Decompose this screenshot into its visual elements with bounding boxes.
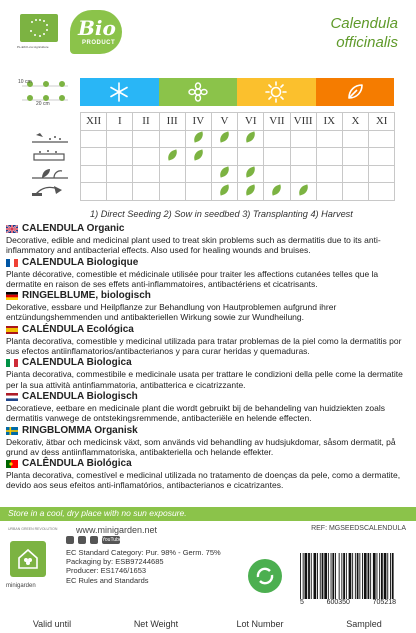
leaf-icon [244, 132, 257, 143]
spacing-between-label: 20 cm [36, 101, 50, 107]
barcode-bar [377, 553, 378, 599]
calendar-cell [342, 130, 368, 148]
youtube-icon[interactable]: YouTube [102, 537, 122, 543]
barcode-bar [390, 553, 391, 599]
flag-it-icon [6, 359, 18, 367]
calendar-cell [238, 148, 264, 166]
instagram-icon[interactable] [90, 536, 98, 544]
snowflake-icon [109, 82, 129, 102]
language-descriptions [6, 223, 410, 492]
net-weight-label: Net Weight [133, 619, 179, 629]
barcode-bar [328, 553, 329, 599]
lang-title-it [6, 357, 410, 369]
lang-body-es: Planta decorativa, comestible y medicinal utilizada para tratar problemas de la piel como la dermatitis por sus efectos antiinflamatorios/antibacterianos y para curar heridas y quemaduras. [6, 335, 402, 357]
calendar-cell [185, 183, 211, 201]
barcode-bar [320, 553, 321, 599]
barcode-bar [343, 553, 345, 599]
product-reference: REF: MGSEEDSCALENDULA [311, 525, 406, 532]
season-summer [237, 78, 316, 106]
month-cell: VIII [290, 113, 316, 131]
barcode-digit-group: 5 [300, 599, 304, 606]
social-icons [66, 536, 120, 544]
sun-icon [265, 81, 287, 103]
facebook-icon[interactable] [66, 536, 74, 544]
month-cell: VI [238, 113, 264, 131]
barcode-bar [392, 553, 394, 599]
calendar-cell [159, 130, 185, 148]
calendar-cell [81, 183, 107, 201]
autumn-leaf-icon [345, 82, 365, 102]
barcode-bar [305, 553, 308, 599]
lang-title-se [6, 425, 410, 437]
calendar-cell [107, 148, 133, 166]
month-cell: I [107, 113, 133, 131]
minigarden-logo [8, 541, 48, 589]
calendar-cell [316, 165, 342, 183]
footer [0, 521, 416, 633]
bio-product-badge [70, 10, 122, 54]
task-icons [22, 129, 78, 199]
lang-body-nl: Decoratieve, eetbare en medicinale plant die wordt gebruikt bij de behandeling van huidziekten zoals dermatitis vanwege de ontstekingsremmende, antibacteriële en helende effecten. [6, 402, 385, 424]
flag-de-icon [6, 292, 18, 300]
barcode-bar [317, 553, 318, 599]
valid-until-label: Valid until [32, 619, 72, 629]
calendar-cell [81, 148, 107, 166]
month-cell: IX [316, 113, 342, 131]
lang-body-it: Pianta decorativa, commestibile e medicinale usata per trattare le condizioni della pelle come la dermatite per la sua attività antinfiammatoria, antibatterica e cicatrizzante. [6, 369, 403, 390]
barcode-bar [303, 553, 304, 599]
lang-title-text: CALENDULA Biologica [22, 357, 132, 369]
barcode-bar [322, 553, 324, 599]
barcode-bar [324, 553, 327, 599]
lang-title-text: CALENDULA Organic [22, 223, 125, 234]
calendar-cell [369, 165, 395, 183]
barcode-bar [381, 553, 383, 599]
calendar-cell [238, 183, 264, 201]
website-url[interactable]: www.minigarden.net [76, 525, 158, 535]
barcode-bar [352, 553, 353, 599]
eu-code: PL-EKO-xxx Agriculture [17, 45, 49, 49]
calendar-cell [81, 165, 107, 183]
spacing-diagram [18, 78, 74, 106]
month-cell: III [159, 113, 185, 131]
bio-label: Bio [78, 16, 116, 40]
calendar-cell [342, 148, 368, 166]
barcode-bar [335, 553, 336, 599]
calendar-cell [264, 148, 290, 166]
flag-pt-icon [6, 460, 18, 468]
barcode-bar [379, 553, 380, 599]
month-cell: X [342, 113, 368, 131]
seedbed-icon [22, 147, 78, 165]
barcode-bar [362, 553, 363, 599]
latin-name [330, 14, 398, 52]
calendar-cell [133, 130, 159, 148]
barcode-bar [357, 553, 359, 599]
flag-se-icon [6, 427, 18, 435]
calendar-cell [107, 165, 133, 183]
calendar-row-direct-seeding [81, 130, 395, 148]
storage-note: Store in a cool, dry place with no sun exposure. [8, 508, 187, 518]
bio-product-label: PRODUCT [82, 40, 116, 46]
calendar-cell [133, 165, 159, 183]
lang-title-text: RINGELBLUME, biologisch [22, 290, 151, 302]
product-info [66, 548, 221, 585]
calendar-cell [316, 148, 342, 166]
calendar-cell [342, 183, 368, 201]
leaf-icon [270, 184, 283, 195]
calendar-cell [211, 148, 237, 166]
lang-title-de [6, 290, 410, 302]
recycle-icon [248, 559, 282, 593]
calendar-cell [264, 165, 290, 183]
lang-body-fr: Plante décorative, comestible et médicinale utilisée pour traiter les affections cutanées telles que la dermatite en raison de ses effets anti-inflammatoires, antibactériens et cicatrisants. [6, 268, 379, 289]
barcode-bar [384, 553, 387, 599]
lot-number-label: Lot Number [236, 619, 284, 629]
season-autumn [316, 78, 395, 106]
calendar-row-sow-in-seedbed [81, 148, 395, 166]
transplanting-icon [22, 164, 78, 182]
leaf-icon [218, 184, 231, 195]
calendar-cell [316, 183, 342, 201]
flag-uk-icon [6, 225, 18, 233]
barcode-bar [370, 553, 371, 599]
barcode-bar [355, 553, 356, 599]
calendar-cell [238, 130, 264, 148]
barcode-bar [331, 553, 332, 599]
calendar-cell [211, 130, 237, 148]
latin-species: officinalis [336, 34, 398, 51]
month-cell: XII [81, 113, 107, 131]
calendar-cell [185, 130, 211, 148]
lang-title-text: CALÊNDULA Biológica [22, 458, 132, 470]
season-winter [80, 78, 159, 106]
flag-fr-icon [6, 259, 18, 267]
calendar-cell [107, 130, 133, 148]
lang-title-text: CALENDULA Biologisch [22, 390, 138, 402]
info-line: Packaging by: ESB97244685 [66, 557, 164, 567]
barcode-digits [300, 599, 396, 606]
barcode-bar [346, 553, 347, 599]
lang-body-uk: Decorative, edible and medicinal plant used to treat skin problems such as dermatitis due to its anti-inflammatory and antibacterial effects. Also used for healing wounds and bruises. [6, 235, 381, 256]
leaf-icon [192, 132, 205, 143]
lang-body-se: Dekorativ, ätbar och medicinsk växt, som används vid behandling av hudsjukdomar, såsom dermatit, på grund av dess antiinflammatoriska, antibakteriella och helande effekter. [6, 436, 396, 457]
barcode-digit-group: 600350 [326, 599, 350, 606]
sowing-calendar [80, 112, 395, 201]
lang-body-pt: Planta decorativa, comestível e medicinal utilizada no tratamento de doenças da pele, como a dermatite, devido aos seus efeitos anti-inflamatórios, antibacterianos e cicatrizantes. [6, 470, 401, 491]
calendar-cell [107, 183, 133, 201]
leaf-icon [218, 132, 231, 143]
month-cell: VII [264, 113, 290, 131]
calendar-cell [290, 183, 316, 201]
calendar-cell [264, 183, 290, 201]
lang-title-pt [6, 458, 410, 470]
calendar-row-transplanting [81, 165, 395, 183]
barcode-digit-group: 705218 [372, 599, 396, 606]
twitter-icon[interactable] [78, 536, 86, 544]
month-row [81, 113, 395, 131]
sampled-label: Sampled [346, 619, 382, 629]
leaf-icon [297, 184, 310, 195]
barcode-bar [311, 553, 312, 599]
bottom-labels [0, 619, 416, 629]
calendar-cell [369, 130, 395, 148]
month-cell: V [211, 113, 237, 131]
calendar-cell [133, 148, 159, 166]
calendar-cell [369, 183, 395, 201]
calendar-cell [290, 148, 316, 166]
calendar-cell [369, 148, 395, 166]
calendar-cell [211, 165, 237, 183]
barcode-bar [332, 553, 334, 599]
barcode-bar [373, 553, 376, 599]
direct-seeding-icon [22, 129, 78, 147]
barcode-bar [339, 553, 340, 599]
barcode [300, 553, 396, 611]
leaf-icon [244, 184, 257, 195]
calendar-cell [159, 183, 185, 201]
leaf-icon [192, 149, 205, 160]
calendar-cell [290, 130, 316, 148]
brand-tagline: URBAN GREEN REVOLUTION [8, 527, 58, 531]
brand-name: minigarden [6, 583, 36, 589]
calendar-cell [185, 148, 211, 166]
lang-title-fr [6, 257, 410, 269]
season-spring [159, 78, 238, 106]
calendar-cell [185, 165, 211, 183]
calendar-cell [133, 183, 159, 201]
leaf-icon [166, 149, 179, 160]
info-line: EC Rules and Standards [66, 575, 149, 585]
house-plant-icon [16, 547, 40, 571]
barcode-bar [359, 553, 360, 599]
lang-title-es [6, 324, 410, 336]
lang-title-text: CALÉNDULA Ecológica [22, 323, 134, 335]
harvest-icon [22, 182, 78, 200]
eu-organic-logo [20, 14, 58, 42]
info-line: Producer: ES1746/1653 [66, 566, 147, 576]
calendar-cell [264, 130, 290, 148]
leaf-icon [244, 167, 257, 178]
info-line: EC Standard Category: Pur. 98% - Germ. 75% [66, 548, 221, 557]
eu-leaf-icon [28, 18, 50, 38]
month-cell: XI [369, 113, 395, 131]
calendar-cell [159, 165, 185, 183]
calendar-legend: 1) Direct Seeding 2) Sow in seedbed 3) Transplanting 4) Harvest [90, 209, 353, 219]
calendar-cell [81, 130, 107, 148]
barcode-bars [300, 553, 396, 599]
flag-es-icon [6, 326, 18, 334]
spacing-row-label: 10 cm [18, 79, 32, 85]
barcode-bar [349, 553, 352, 599]
latin-genus: Calendula [330, 15, 398, 32]
month-cell: IV [185, 113, 211, 131]
flower-icon [188, 82, 208, 102]
storage-note-bar [0, 507, 416, 521]
barcode-bar [314, 553, 317, 599]
calendar-cell [211, 183, 237, 201]
lang-title-text: RINGBLOMMA Organisk [22, 424, 138, 436]
flag-nl-icon [6, 393, 18, 401]
calendar-cell [290, 165, 316, 183]
season-strip [80, 78, 394, 106]
calendar-cell [316, 130, 342, 148]
lang-title-uk [6, 223, 410, 235]
barcode-bar [300, 553, 301, 599]
month-cell: II [133, 113, 159, 131]
barcode-bar [368, 553, 370, 599]
leaf-icon [218, 167, 231, 178]
barcode-bar [364, 553, 367, 599]
barcode-bar [341, 553, 342, 599]
lang-body-de: Dekorative, essbare und Heilpflanze zur Behandlung von Hautproblemen aufgrund ihrer entzündungshemmenden und antibakteriellen Wirkung sowie zur Wundheilung. [6, 302, 337, 323]
calendar-cell [159, 148, 185, 166]
lang-title-text: CALENDULA Biologique [22, 256, 139, 268]
calendar-cell [342, 165, 368, 183]
barcode-bar [387, 553, 388, 599]
lang-title-nl [6, 391, 410, 403]
calendar-row-harvest [81, 183, 395, 201]
calendar-cell [238, 165, 264, 183]
barcode-bar [308, 553, 310, 599]
